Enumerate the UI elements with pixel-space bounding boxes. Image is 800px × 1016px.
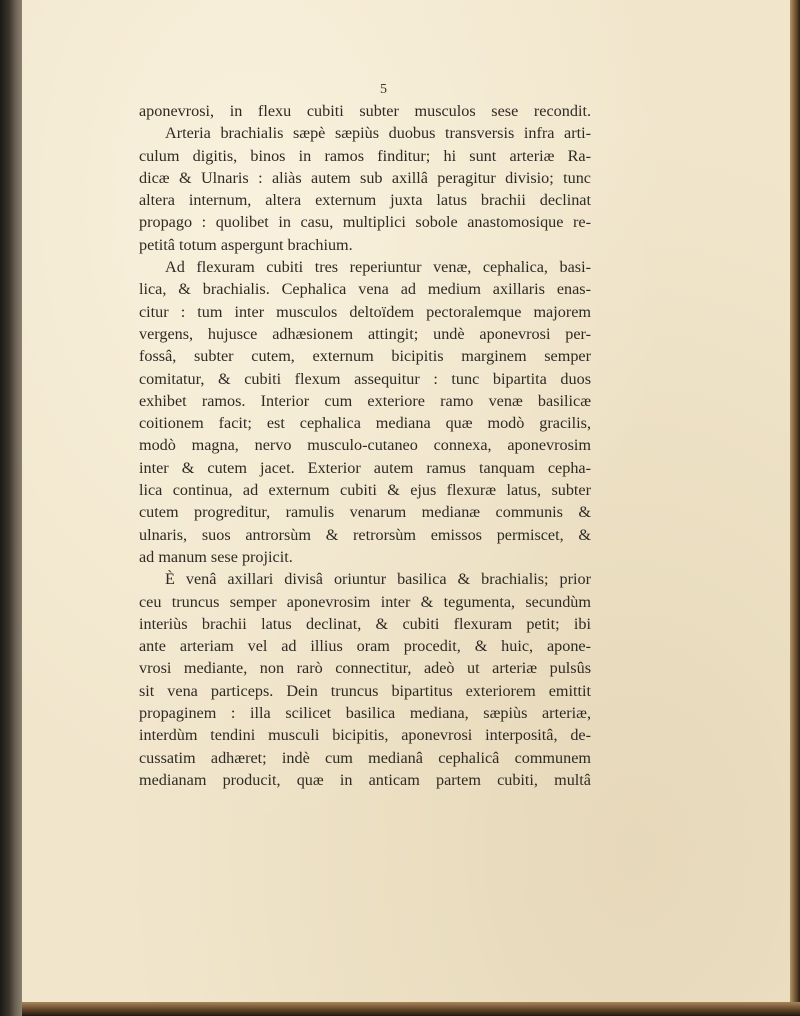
text-line: altera internum, altera externum juxta latus brachii declinat: [139, 191, 591, 210]
text-line: inter & cutem jacet. Exterior autem ramus tanquam cepha-: [139, 458, 591, 477]
text-line: ad manum sese projicit.: [139, 547, 293, 566]
text-line: petitâ totum aspergunt brachium.: [139, 235, 353, 254]
text-line: sit vena particeps. Dein truncus bipartitus exteriorem emittit: [139, 681, 591, 700]
text-line: aponevrosi, in flexu cubiti subter musculos sese recondit.: [139, 102, 591, 120]
text-line: medianam producit, quæ in anticam partem cubiti, multâ: [139, 770, 591, 789]
text-line: dicæ & Ulnaris : aliàs autem sub axillâ peragitur divisio; tunc: [139, 168, 591, 187]
text-line: comitatur, & cubiti flexum assequitur : tunc bipartita duos: [139, 369, 591, 388]
text-line: Arteria brachialis sæpè sæpiùs duobus transversis infra arti-: [165, 124, 591, 143]
text-line: ceu truncus semper aponevrosim inter & tegumenta, secundùm: [139, 592, 591, 611]
text-line: propaginem : illa scilicet basilica mediana, sæpiùs arteriæ,: [139, 704, 591, 723]
text-line: Ad flexuram cubiti tres reperiuntur venæ, cephalica, basi-: [165, 258, 591, 277]
text-line: vrosi mediante, non rarò connectitur, adeò ut arteriæ pulsûs: [139, 659, 591, 678]
text-line: lica, & brachialis. Cephalica vena ad medium axillaris enas-: [139, 280, 591, 299]
book-page: [22, 0, 790, 1002]
text-line: fossâ, subter cutem, externum bicipitis marginem semper: [139, 347, 591, 366]
page-edge-bottom: [22, 1002, 800, 1016]
text-line: È venâ axillari divisâ oriuntur basilica & brachialis; prior: [165, 570, 591, 589]
page-edge-right: [790, 0, 800, 1016]
book-binding: [0, 0, 22, 1016]
text-line: interdùm tendini musculi bicipitis, aponevrosi interpositâ, de-: [139, 726, 591, 745]
text-line: cussatim adhæret; indè cum medianâ cephalicâ communem: [139, 748, 591, 767]
body-text: [139, 100, 591, 791]
text-line: vergens, hujusce adhæsionem attingit; undè aponevrosi per-: [139, 324, 591, 343]
text-line: modò magna, nervo musculo-cutaneo connexa, aponevrosim: [139, 436, 591, 455]
text-line: coitionem facit; est cephalica mediana quæ modò gracilis,: [139, 414, 591, 433]
text-line: citur : tum inter musculos deltoïdem pectoralemque majorem: [139, 302, 591, 321]
text-line: propago : quolibet in casu, multiplici sobole anastomosique re-: [139, 213, 591, 232]
text-line: cutem progreditur, ramulis venarum medianæ communis &: [139, 503, 591, 522]
text-line: ante arteriam vel ad illius oram procedit, & huic, apone-: [139, 637, 591, 656]
text-line: interiùs brachii latus declinat, & cubiti flexuram petit; ibi: [139, 614, 591, 633]
text-line: ulnaris, suos antrorsùm & retrorsùm emissos permiscet, &: [139, 525, 591, 544]
text-line: culum digitis, binos in ramos finditur; hi sunt arteriæ Ra-: [139, 146, 591, 165]
text-line: lica continua, ad externum cubiti & ejus flexuræ latus, subter: [139, 481, 591, 500]
page-number: 5: [380, 82, 387, 97]
text-line: exhibet ramos. Interior cum exteriore ramo venæ basilicæ: [139, 391, 591, 410]
